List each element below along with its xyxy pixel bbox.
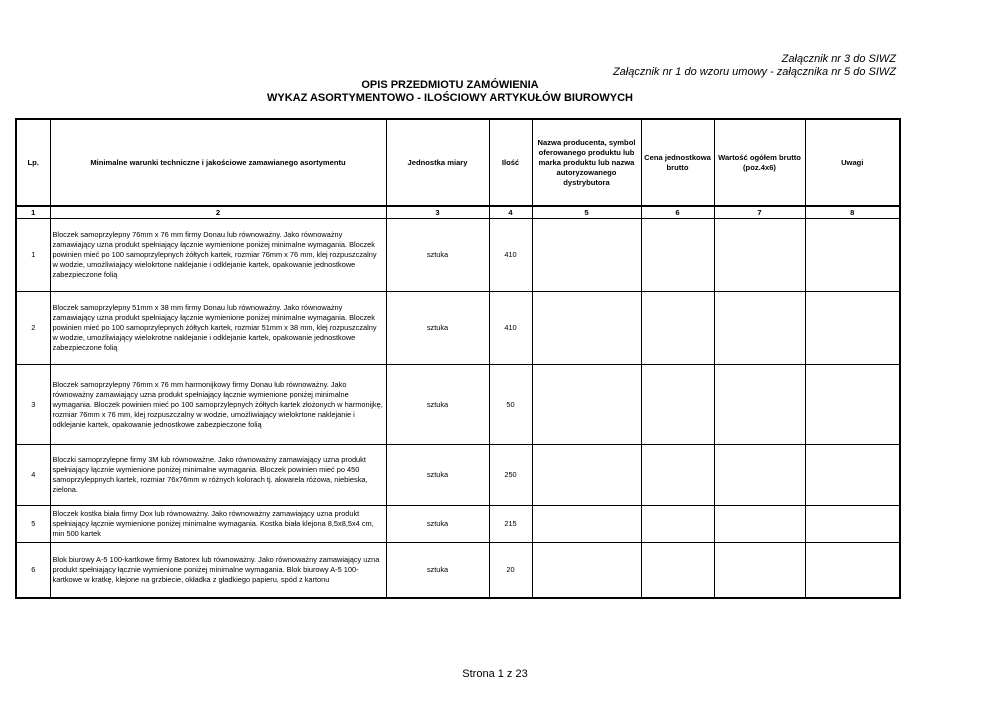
row-description: Bloczek samoprzylepny 51mm x 38 mm firmy Donau lub równoważny. Jako równoważny zamawiający uzna produkt spełniający łącznie wymienione poniżej minimalne wymagania. Bloczek powinien mieć po 100 samoprzylepnych żółtych kartek, rozmiar 51mm x 38 mm, klej rozpuszczalny w wodzie, umożliwiający wielokrotne naklejanie i odklejanie kartek, opakowanie jednostkowe zabezpieczone folią: [50, 292, 386, 365]
row-producer-cell[interactable]: [532, 445, 641, 506]
row-total-cell[interactable]: [714, 445, 805, 506]
row-quantity: 410: [489, 292, 532, 365]
table-row: [16, 365, 900, 445]
row-price-cell[interactable]: [641, 543, 714, 598]
row-unit: sztuka: [386, 506, 489, 543]
column-number-row: [16, 206, 900, 219]
column-number: 6: [641, 206, 714, 219]
row-price-cell[interactable]: [641, 506, 714, 543]
row-description: Bloczek samoprzylepny 76mm x 76 mm firmy Donau lub równoważny. Jako równoważny zamawiający uzna produkt spełniający łącznie wymienione poniżej minimalne wymagania. Bloczek powinien mieć po 100 samoprzylepnych żółtych kartek, rozmiar 76mm x 76 mm, klej rozpuszczalny w wodzie, umożliwiający wielokrtone naklejanie i odklejanie kartek, opakowanie jednostkowe zabezpieczone folią: [50, 219, 386, 292]
row-notes-cell[interactable]: [805, 292, 900, 365]
row-notes-cell[interactable]: [805, 543, 900, 598]
col-header-producer: Nazwa producenta, symbol oferowanego produktu lub marka produktu lub nazwa autoryzowanego dystrybutora: [532, 119, 641, 206]
row-producer-cell[interactable]: [532, 365, 641, 445]
row-lp: 4: [16, 445, 50, 506]
row-notes-cell[interactable]: [805, 506, 900, 543]
table-row: [16, 292, 900, 365]
row-total-cell[interactable]: [714, 219, 805, 292]
row-description: Blok biurowy A-5 100-kartkowe firmy Batorex lub równoważny. Jako równoważny zamawiający uzna produkt spełniający łącznie wymienione poniżej minimalne wymagania. Blok biurowy A-5 100-kartkowe w kratkę, klejone na grzbiecie, okładka z gładkiego papieru, spód z kartonu: [50, 543, 386, 598]
row-producer-cell[interactable]: [532, 292, 641, 365]
row-description: Bloczki samoprzylepne firmy 3M lub równoważne. Jako równoważny zamawiający uzna produkt spełniający łącznie wymienione poniżej minimalne wymagania. Bloczek powinien mieć po 450 samoprzyleppnych kartek, rozmiar 76x76mm w różnych kolorach tj. akwarela różowa, niebieska, zielona.: [50, 445, 386, 506]
row-total-cell[interactable]: [714, 365, 805, 445]
row-price-cell[interactable]: [641, 365, 714, 445]
column-number: 3: [386, 206, 489, 219]
row-producer-cell[interactable]: [532, 543, 641, 598]
col-header-lp: Lp.: [16, 119, 50, 206]
table-row: [16, 543, 900, 598]
row-producer-cell[interactable]: [532, 219, 641, 292]
row-unit: sztuka: [386, 219, 489, 292]
col-header-notes: Uwagi: [805, 119, 900, 206]
row-lp: 1: [16, 219, 50, 292]
column-number: 7: [714, 206, 805, 219]
row-lp: 2: [16, 292, 50, 365]
row-quantity: 250: [489, 445, 532, 506]
row-price-cell[interactable]: [641, 292, 714, 365]
row-quantity: 410: [489, 219, 532, 292]
row-notes-cell[interactable]: [805, 365, 900, 445]
row-notes-cell[interactable]: [805, 445, 900, 506]
row-quantity: 20: [489, 543, 532, 598]
col-header-total-value: Wartość ogółem brutto (poz.4x6): [714, 119, 805, 206]
table-row: [16, 219, 900, 292]
assortment-table: [15, 118, 901, 599]
row-lp: 6: [16, 543, 50, 598]
row-total-cell[interactable]: [714, 506, 805, 543]
row-quantity: 50: [489, 365, 532, 445]
table-row: [16, 445, 900, 506]
col-header-unit: Jednostka miary: [386, 119, 489, 206]
column-number: 4: [489, 206, 532, 219]
row-total-cell[interactable]: [714, 543, 805, 598]
row-unit: sztuka: [386, 445, 489, 506]
attachment-note-2: Załącznik nr 1 do wzoru umowy - załącznika nr 5 do SIWZ: [612, 66, 896, 78]
row-unit: sztuka: [386, 543, 489, 598]
row-notes-cell[interactable]: [805, 219, 900, 292]
row-producer-cell[interactable]: [532, 506, 641, 543]
row-price-cell[interactable]: [641, 445, 714, 506]
column-number: 2: [50, 206, 386, 219]
row-lp: 5: [16, 506, 50, 543]
col-header-description: Minimalne warunki techniczne i jakościowe zamawianego asortymentu: [50, 119, 386, 206]
table-header-row: [16, 119, 900, 206]
row-quantity: 215: [489, 506, 532, 543]
document-subtitle: WYKAZ ASORTYMENTOWO - ILOŚCIOWY ARTYKUŁÓW BIUROWYCH: [266, 92, 634, 104]
table-row: [16, 506, 900, 543]
column-number: 1: [16, 206, 50, 219]
row-unit: sztuka: [386, 292, 489, 365]
column-number: 8: [805, 206, 900, 219]
row-description: Bloczek kostka biała firmy Dox lub równoważny. Jako równoważny zamawiający uzna produkt spełniający łącznie wymienione poniżej minimalne wymagania. Kostka biała klejona 8,5x8,5x4 cm, min 500 kartek: [50, 506, 386, 543]
column-number: 5: [532, 206, 641, 219]
row-price-cell[interactable]: [641, 219, 714, 292]
row-lp: 3: [16, 365, 50, 445]
page-number: Strona 1 z 23: [462, 668, 528, 680]
document-title: OPIS PRZEDMIOTU ZAMÓWIENIA: [361, 79, 539, 91]
row-total-cell[interactable]: [714, 292, 805, 365]
attachment-note-1: Załącznik nr 3 do SIWZ: [781, 53, 896, 65]
row-unit: sztuka: [386, 365, 489, 445]
row-description: Bloczek samoprzylepny 76mm x 76 mm harmonijkowy firmy Donau lub równoważny. Jako równoważny zamawiający uzna produkt spełniający łącznie wymienione poniżej minimalne wymagania. Bloczek powinien mieć po 100 samoprzylepnych żółtych kartek złożonych w harmonijkę, rozmiar 76mm x 76 mm, klej rozpuszczalny w wodzie, umożliwiający wielokrtone naklejanie i odklejanie kartek, opakowanie jednostkowe zabezpieczone folią: [50, 365, 386, 445]
col-header-quantity: Ilość: [489, 119, 532, 206]
col-header-unit-price: Cena jednostkowa brutto: [641, 119, 714, 206]
